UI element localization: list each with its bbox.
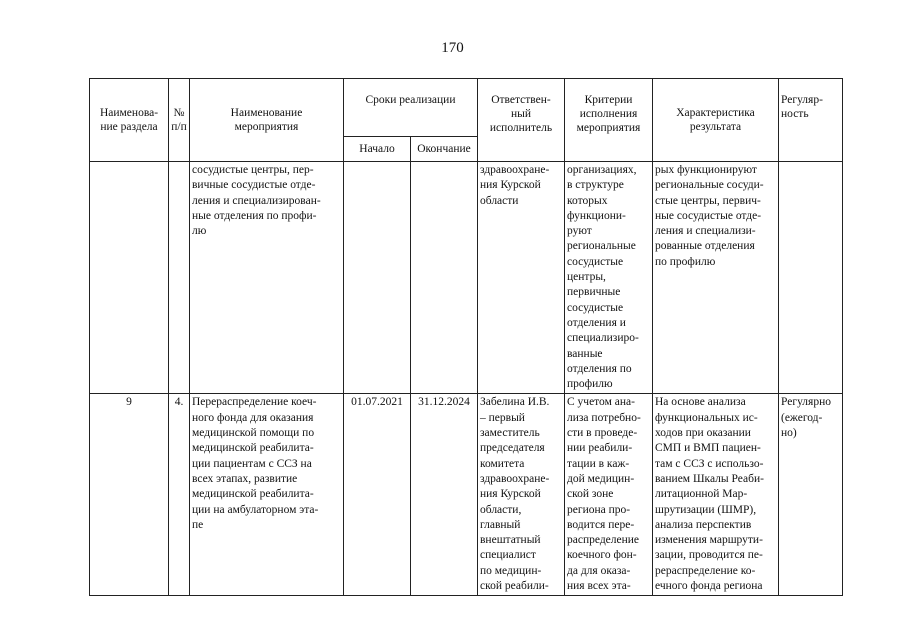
- cell-start: [344, 162, 411, 394]
- cell-end: 31.12.2024: [411, 394, 478, 596]
- cell-event: сосудистые центры, пер- вичные сосудистые отде- ления и специализирован- ные отделения по профи- лю: [190, 162, 344, 394]
- header-regularity: Регуляр- ность: [779, 79, 843, 162]
- cell-section: 9: [90, 394, 169, 596]
- header-criteria: Критерии исполнения мероприятия: [565, 79, 653, 162]
- header-end: Окончание: [411, 137, 478, 162]
- cell-section: [90, 162, 169, 394]
- header-event: Наименование мероприятия: [190, 79, 344, 162]
- cell-number: 4.: [169, 394, 190, 596]
- cell-criteria: организациях, в структуре которых функциони- руют региональные сосудистые центры, первичные сосудистые отделения и специализиро- ванные отделения по профилю: [565, 162, 653, 394]
- cell-regularity: Регулярно (ежегод- но): [779, 394, 843, 596]
- cell-responsible: здравоохране- ния Курской области: [478, 162, 565, 394]
- header-start: Начало: [344, 137, 411, 162]
- table-row: [90, 162, 843, 394]
- page-number: 170: [441, 40, 464, 56]
- cell-start: 01.07.2021: [344, 394, 411, 596]
- cell-criteria: С учетом ана- лиза потребно- сти в проведе- нии реабили- тации в каж- дой медицин- ской зоне региона про- водится пере- распределение коечного фон- да для оказа- ния всех эта-: [565, 394, 653, 596]
- header-section: Наименова- ние раздела: [90, 79, 169, 162]
- table-row: [90, 394, 843, 596]
- header-number: № п/п: [169, 79, 190, 162]
- activity-table: [89, 78, 843, 596]
- cell-end: [411, 162, 478, 394]
- cell-responsible: Забелина И.В. – первый заместитель председателя комитета здравоохране- ния Курской области, главный внештатный специалист по медицин- ской реабили-: [478, 394, 565, 596]
- cell-event: Перераспределение коеч- ного фонда для оказания медицинской помощи по медицинской реабилита- ции пациентам с ССЗ на всех этапах, развитие медицинской реабилита- ции на амбулаторном эта- пе: [190, 394, 344, 596]
- cell-result: рых функционируют региональные сосуди- стые центры, первич- ные сосудистые отде- ления и специализи- рованные отделения по профилю: [653, 162, 779, 394]
- header-deadlines: Сроки реализации: [344, 79, 478, 137]
- header-result: Характеристика результата: [653, 79, 779, 162]
- cell-regularity: [779, 162, 843, 394]
- cell-result: На основе анализа функциональных ис- ходов при оказании СМП и ВМП пациен- там с ССЗ с использо- ванием Шкалы Реаби- литационной Мар- шрутизации (ШМР), анализа перспектив изменения маршрути- зации, проводится пе- рераспределение ко- ечного фонда региона: [653, 394, 779, 596]
- table-header-row: [90, 79, 843, 137]
- cell-number: [169, 162, 190, 394]
- header-responsible: Ответствен- ный исполнитель: [478, 79, 565, 162]
